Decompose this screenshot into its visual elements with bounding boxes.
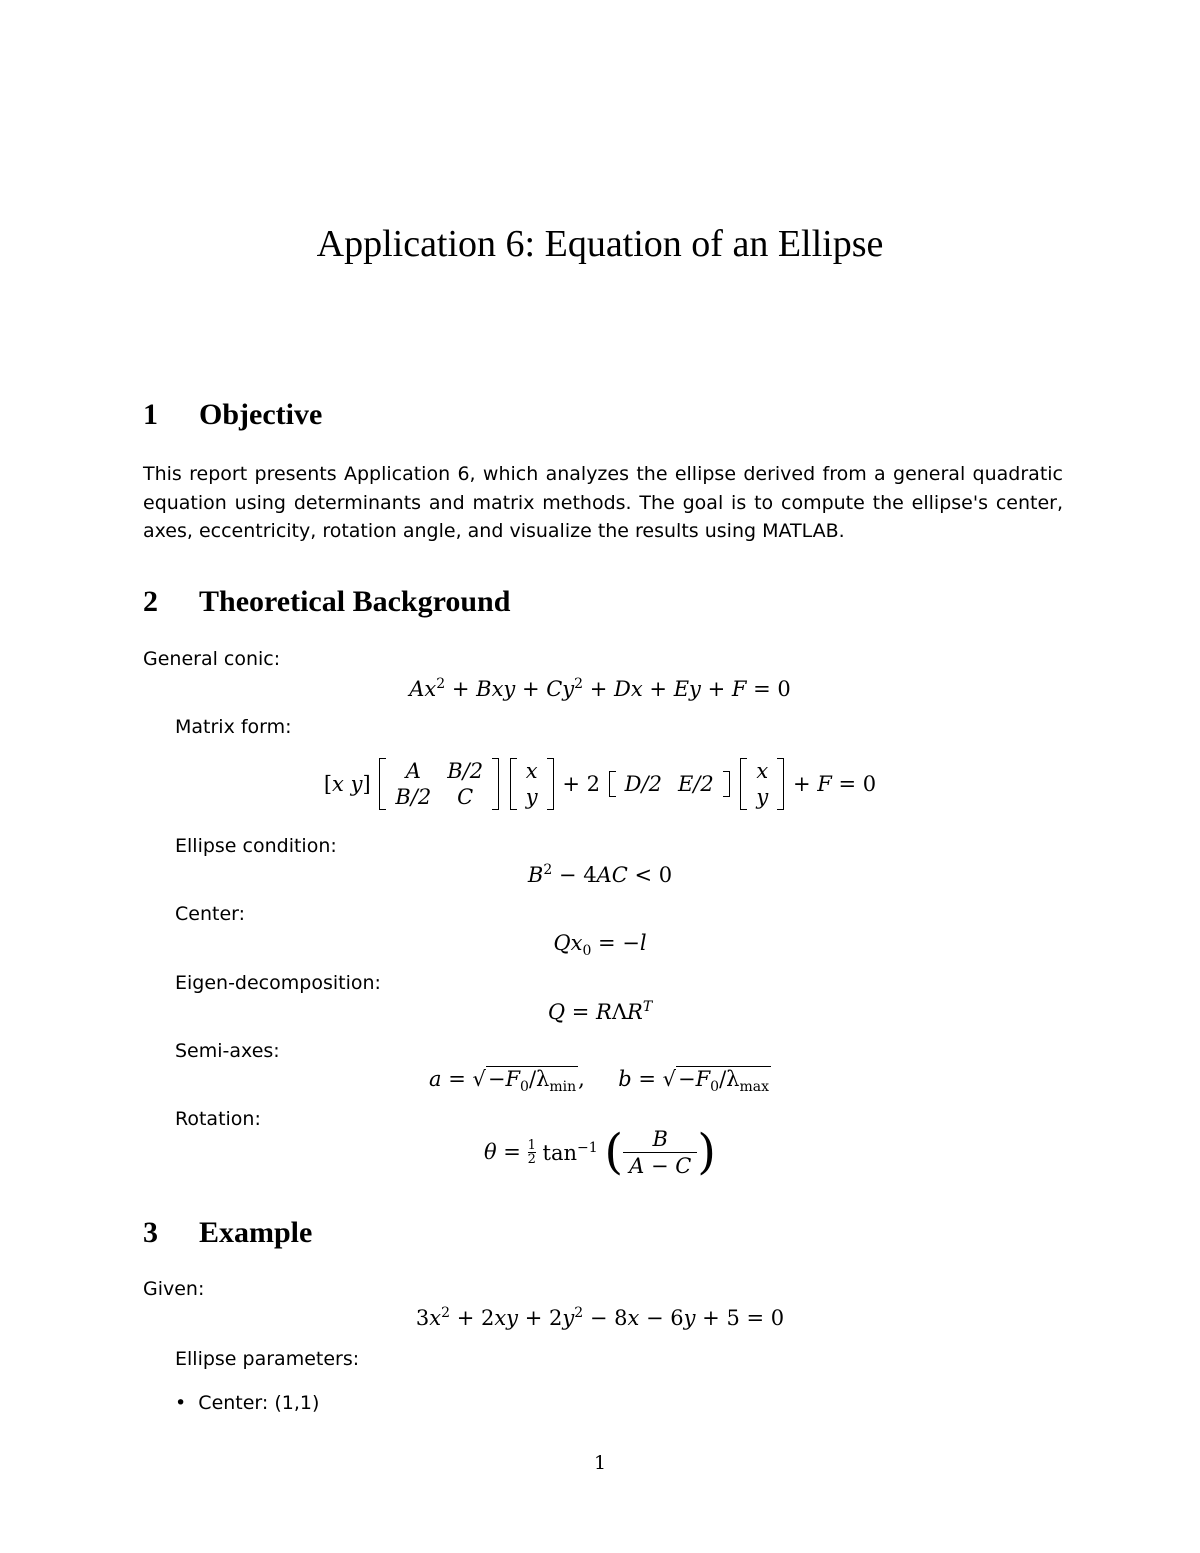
- section-title: Theoretical Background: [199, 585, 511, 618]
- bullet-dot: •: [175, 1392, 199, 1414]
- ellipse-condition-label: Ellipse condition:: [175, 835, 337, 857]
- matrix-form-label: Matrix form:: [175, 716, 292, 738]
- section-number: 2: [143, 585, 158, 618]
- ellipse-params-label: Ellipse parameters:: [175, 1348, 360, 1370]
- eigen-equation: $Q = R\Lambda R^T$: [547, 999, 653, 1024]
- document-title: Application 6: Equation of an Ellipse: [316, 223, 884, 265]
- list-item-text: Center: (1,1): [198, 1392, 320, 1414]
- matrix-form-equation: [x y] A B/2 B/2 C x y + 2 D/2 E/2 x y + F = 0: [323, 759, 877, 809]
- rotation-equation: θ = $\frac{1}{2} \tan^{-1}$ ( $\frac{B}{A - C}$ ): [483, 1124, 717, 1180]
- section-heading-objective: [143, 398, 322, 432]
- center-label: Center:: [175, 903, 246, 925]
- eigen-label: Eigen-decomposition:: [175, 972, 381, 994]
- section-heading-example: [143, 1216, 312, 1250]
- section-title: Example: [199, 1216, 313, 1249]
- list-item: [175, 1392, 319, 1414]
- general-conic-equation: $Ax^2$ + Bxy + $Cy^2 + Dx + Ey + F = 0$: [409, 676, 791, 701]
- ellipse-condition-equation: $B^2 - 4AC < 0$: [527, 862, 673, 887]
- section-heading-theory: [143, 585, 510, 619]
- page-number: 1: [593, 1452, 607, 1474]
- section-number: 3: [143, 1216, 158, 1249]
- given-equation: $3x^2 + 2xy + 2y^2 - 8x - 6y + 5 = 0$: [415, 1305, 785, 1330]
- section-title: Objective: [199, 398, 323, 431]
- rotation-label: Rotation:: [175, 1108, 261, 1130]
- objective-paragraph: This report presents Application 6, which analyzes the ellipse derived from a general quadratic equation using determinants and matrix methods. The goal is to compute the ellipse's center, axes, eccentricity, rotation angle, and visualize the results using MATLAB.: [143, 463, 1063, 542]
- semiaxes-equation: $a = √-F_0/\lambda_{min}$, $b = √-F_0/\lambda_{max}$: [428, 1067, 769, 1096]
- given-label: Given:: [143, 1278, 205, 1300]
- semiaxes-label: Semi-axes:: [175, 1040, 280, 1062]
- center-equation: $Qx_0 = -l$: [553, 931, 647, 960]
- section-number: 1: [143, 398, 158, 431]
- general-conic-label: General conic:: [143, 648, 281, 670]
